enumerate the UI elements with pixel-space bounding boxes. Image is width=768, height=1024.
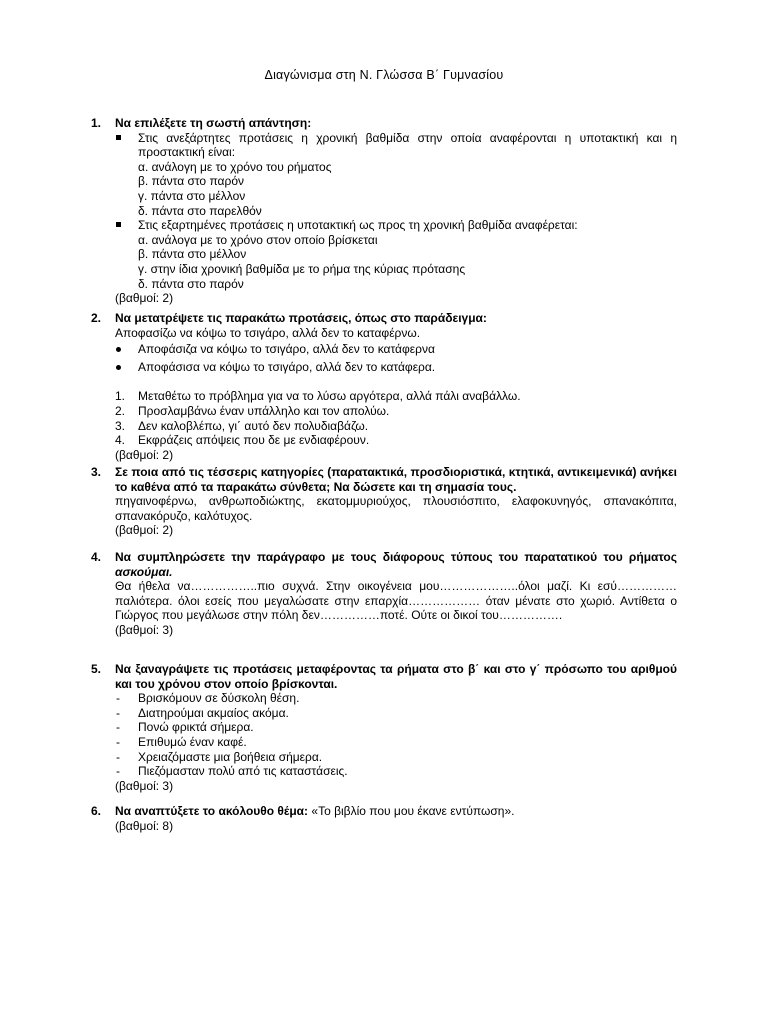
question-heading: Να ξαναγράψετε τις προτάσεις μεταφέροντας τα ρήματα στο β΄ και στο γ΄ πρόσωπο του αριθμού και του χρόνου στον οποίο βρίσκονται. <box>115 662 677 691</box>
question-heading: Να επιλέξετε τη σωστή απάντηση: <box>115 116 312 130</box>
question-5 <box>91 662 677 793</box>
list-item: 2. Προσλαμβάνω έναν υπάλληλο και τον απολύω. <box>115 403 390 418</box>
question-heading: Σε ποια από τις τέσσερις κατηγορίες (παρατακτικά, προσδιοριστικά, κτητικά, αντικειμενικά) ανήκει το καθένα από τα παρακάτω σύνθετα; Να δώσετε και τη σημασία τους. <box>115 465 677 494</box>
question-heading: Να συμπληρώσετε την παράγραφο με τους διάφορους τύπους του παρατατικού του ρήματος ασκούμαι. <box>115 550 677 579</box>
question-heading: Να μετατρέψετε τις παρακάτω προτάσεις, όπως στο παράδειγμα: <box>115 311 487 325</box>
list-item <box>115 360 677 375</box>
list-item <box>115 342 677 357</box>
option: β. πάντα στο παρόν <box>138 174 244 189</box>
option: δ. πάντα στο παρόν <box>138 276 244 291</box>
question-number: 4. <box>91 550 102 564</box>
points-label: (βαθμοί: 3) <box>115 778 174 793</box>
list-item: - Επιθυμώ έναν καφέ. <box>116 734 247 749</box>
bullet-text: Αποφάσισα να κόψω το τσιγάρο, αλλά δεν το κατάφερα. <box>138 359 436 374</box>
bullet-text: Στις εξαρτημένες προτάσεις η υποτακτική ως προς τη χρονική βαθμίδα αναφέρεται: <box>138 218 578 233</box>
points-label: (βαθμοί: 2) <box>115 291 174 306</box>
question-number: 5. <box>91 662 102 676</box>
question-2 <box>91 311 677 462</box>
question-number: 1. <box>91 116 102 130</box>
list-item: 1. Μεταθέτω το πρόβλημα για να το λύσω αργότερα, αλλά πάλι αναβάλλω. <box>115 389 521 404</box>
option: α. ανάλογη με το χρόνο του ρήματος <box>138 159 332 174</box>
bullet-text: Στις ανεξάρτητες προτάσεις η χρονική βαθμίδα στην οποία αναφέρονται η υποτακτική και η προστακτική είναι: <box>138 130 677 160</box>
square-bullet-icon <box>116 222 121 227</box>
question-number: 6. <box>91 804 102 818</box>
points-label: (βαθμοί: 3) <box>115 622 174 637</box>
question-heading: Να αναπτύξετε το ακόλουθο θέμα: «Το βιβλίο που μου έκανε εντύπωση». <box>115 804 515 818</box>
example-sentence: Αποφασίζω να κόψω το τσιγάρο, αλλά δεν το καταφέρνω. <box>115 325 421 340</box>
question-number: 2. <box>91 311 102 325</box>
bullet-text: Αποφάσιζα να κόψω το τσιγάρο, αλλά δεν το κατάφερνα <box>138 342 435 357</box>
option: γ. πάντα στο μέλλον <box>138 188 246 203</box>
fill-in-paragraph: Θα ήθελα να……………..πιο συχνά. Στην οικογένεια μου………………..όλοι μαζί. Κι εσύ……………παλιότερα. όλοι εσείς που μεγαλώσατε στην επαρχία……………… όταν μένατε στο χωριό. Αντίθετα ο Γιώργος που μεγάλωσε στην πόλη δεν……………ποτέ. Ούτε οι δικοί του……………. <box>115 579 677 623</box>
option: δ. πάντα στο παρελθόν <box>138 203 262 218</box>
round-bullet-icon <box>116 347 121 352</box>
square-bullet-icon <box>116 135 121 140</box>
list-item: 3. Δεν καλοβλέπω, γι΄ αυτό δεν πολυδιαβάζω. <box>115 418 369 433</box>
round-bullet-icon <box>116 365 121 370</box>
list-item: - Χρειαζόμαστε μια βοήθεια σήμερα. <box>116 749 323 764</box>
option: α. ανάλογα με το χρόνο στον οποίο βρίσκεται <box>138 232 378 247</box>
list-item: - Βρισκόμουν σε δύσκολη θέση. <box>116 691 300 706</box>
points-label: (βαθμοί: 2) <box>115 523 174 538</box>
question-3 <box>91 465 677 538</box>
question-number: 3. <box>91 465 102 479</box>
list-item: - Πονώ φρικτά σήμερα. <box>116 720 254 735</box>
word-list: πηγαινοφέρνω, ανθρωποδιώκτης, εκατομμυριούχος, πλουσιόσπιτο, ελαφοκυνηγός, σπανακόπιτα, σπανακόρυζο, καλότυχος. <box>115 494 677 523</box>
list-item <box>115 218 677 233</box>
list-item: - Διατηρούμαι ακμαίος ακόμα. <box>116 705 289 720</box>
option: γ. στην ίδια χρονική βαθμίδα με το ρήμα της κύριας πρότασης <box>138 261 466 276</box>
list-item <box>115 131 677 160</box>
list-item: - Πιεζόμασταν πολύ από τις καταστάσεις. <box>116 764 348 779</box>
verb: ασκούμαι. <box>115 564 173 579</box>
list-item: 4. Εκφράζεις απόψεις που δε με ενδιαφέρουν. <box>115 433 370 448</box>
essay-topic: «Το βιβλίο που μου έκανε εντύπωση». <box>311 804 515 818</box>
question-1 <box>91 116 677 306</box>
points-label: (βαθμοί: 8) <box>115 818 174 833</box>
page-title: Διαγώνισμα στη Ν. Γλώσσα Β΄ Γυμνασίου <box>264 68 504 82</box>
points-label: (βαθμοί: 2) <box>115 447 174 462</box>
question-4 <box>91 550 677 638</box>
question-6 <box>91 804 677 833</box>
option: β. πάντα στο μέλλον <box>138 247 247 262</box>
